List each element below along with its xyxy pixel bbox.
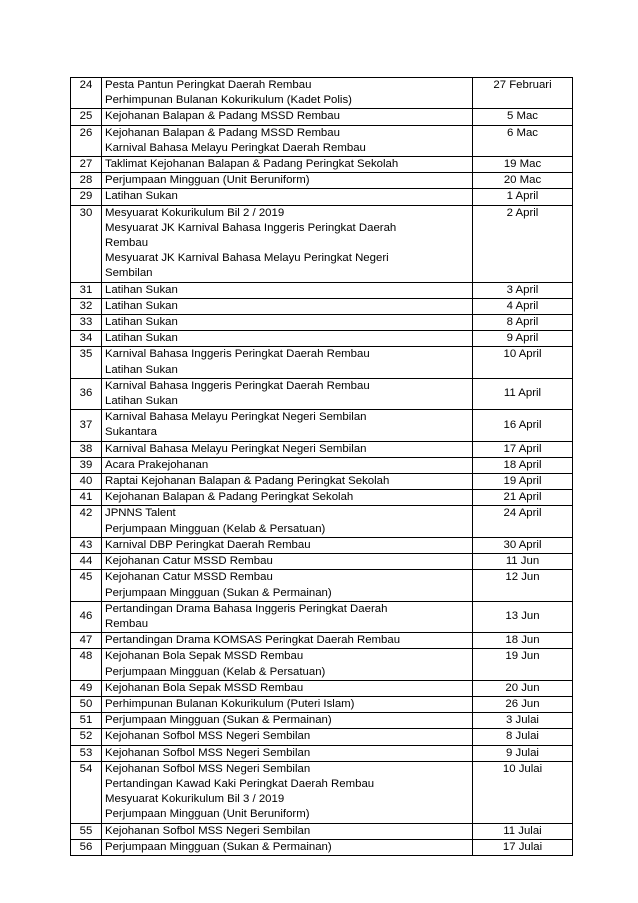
activity-line: Karnival Bahasa Melayu Peringkat Negeri Sembilan xyxy=(105,411,367,424)
date-cell: 26 Jun xyxy=(473,696,573,712)
row-number: 51 xyxy=(71,713,102,729)
date-cell: 11 April xyxy=(473,378,573,409)
activity-line: Karnival Bahasa Inggeris Peringkat Daerah Rembau xyxy=(105,379,370,392)
date-cell: 10 Julai xyxy=(473,761,573,823)
row-number: 30 xyxy=(71,205,102,282)
row-number: 52 xyxy=(71,729,102,745)
activity-cell xyxy=(102,839,473,855)
activity-line: Mesyuarat JK Karnival Bahasa Melayu Peringkat Negeri xyxy=(105,252,389,265)
activity-line: Perjumpaan Mingguan (Sukan & Permainan) xyxy=(105,714,332,727)
activity-line: Acara Prakejohanan xyxy=(105,458,209,471)
activity-line: Pertandingan Drama Bahasa Inggeris Peringkat Daerah xyxy=(105,602,388,615)
activity-line: Mesyuarat Kokurikulum Bil 2 / 2019 xyxy=(105,206,285,219)
table-row xyxy=(71,173,573,189)
activity-cell xyxy=(102,823,473,839)
row-number: 34 xyxy=(71,331,102,347)
row-number: 28 xyxy=(71,173,102,189)
activity-cell xyxy=(102,490,473,506)
row-number: 39 xyxy=(71,457,102,473)
activity-line: Raptai Kejohanan Balapan & Padang Peringkat Sekolah xyxy=(105,475,390,488)
activity-cell xyxy=(102,331,473,347)
table-row xyxy=(71,282,573,298)
table-row xyxy=(71,378,573,409)
activity-cell xyxy=(102,125,473,156)
table-row xyxy=(71,633,573,649)
activity-line: Perjumpaan Mingguan (Sukan & Permainan) xyxy=(105,840,332,853)
date-cell: 21 April xyxy=(473,490,573,506)
row-number: 33 xyxy=(71,315,102,331)
table-row xyxy=(71,554,573,570)
row-number: 25 xyxy=(71,109,102,125)
date-cell: 10 April xyxy=(473,347,573,378)
date-cell: 8 Julai xyxy=(473,729,573,745)
date-cell: 2 April xyxy=(473,205,573,282)
row-number: 54 xyxy=(71,761,102,823)
date-cell: 8 April xyxy=(473,315,573,331)
table-row xyxy=(71,729,573,745)
row-number: 55 xyxy=(71,823,102,839)
date-cell: 19 April xyxy=(473,474,573,490)
activity-line: Karnival Bahasa Inggeris Peringkat Daerah Rembau xyxy=(105,348,370,361)
activity-cell xyxy=(102,761,473,823)
activity-cell xyxy=(102,537,473,553)
activity-line: Karnival Bahasa Melayu Peringkat Negeri Sembilan xyxy=(105,442,367,455)
row-number: 49 xyxy=(71,680,102,696)
activity-line: Pertandingan Drama KOMSAS Peringkat Daerah Rembau xyxy=(105,634,401,647)
schedule-table-body xyxy=(71,78,573,856)
activity-line: Perhimpunan Bulanan Kokurikulum (Kadet Polis) xyxy=(105,94,352,107)
table-row xyxy=(71,410,573,441)
activity-line: Kejohanan Sofbol MSS Negeri Sembilan xyxy=(105,762,311,775)
table-row xyxy=(71,189,573,205)
activity-line: Rembau xyxy=(105,617,149,630)
activity-cell xyxy=(102,696,473,712)
activity-line: Kejohanan Balapan & Padang Peringkat Sekolah xyxy=(105,491,354,504)
activity-cell xyxy=(102,347,473,378)
row-number: 53 xyxy=(71,745,102,761)
date-cell: 11 Jun xyxy=(473,554,573,570)
date-cell: 19 Jun xyxy=(473,649,573,680)
row-number: 45 xyxy=(71,570,102,601)
activity-cell xyxy=(102,173,473,189)
row-number: 35 xyxy=(71,347,102,378)
activity-cell xyxy=(102,474,473,490)
table-row xyxy=(71,506,573,537)
activity-line: JPNNS Talent xyxy=(105,507,176,520)
row-number: 41 xyxy=(71,490,102,506)
table-row xyxy=(71,347,573,378)
table-row xyxy=(71,331,573,347)
activity-cell xyxy=(102,506,473,537)
activity-cell xyxy=(102,205,473,282)
activity-cell xyxy=(102,109,473,125)
activity-cell xyxy=(102,680,473,696)
activity-line: Mesyuarat Kokurikulum Bil 3 / 2019 xyxy=(105,793,285,806)
activity-line: Perjumpaan Mingguan (Sukan & Permainan) xyxy=(105,586,332,599)
activity-line: Latihan Sukan xyxy=(105,363,178,376)
activity-cell xyxy=(102,282,473,298)
date-cell: 18 April xyxy=(473,457,573,473)
date-cell: 20 Mac xyxy=(473,173,573,189)
activity-cell xyxy=(102,713,473,729)
row-number: 50 xyxy=(71,696,102,712)
date-cell: 9 Julai xyxy=(473,745,573,761)
date-cell: 13 Jun xyxy=(473,601,573,632)
row-number: 56 xyxy=(71,839,102,855)
table-row xyxy=(71,537,573,553)
activity-line: Latihan Sukan xyxy=(105,190,178,203)
date-cell: 1 April xyxy=(473,189,573,205)
table-row xyxy=(71,125,573,156)
table-row xyxy=(71,823,573,839)
activity-line: Perjumpaan Mingguan (Unit Beruniform) xyxy=(105,174,310,187)
row-number: 46 xyxy=(71,601,102,632)
row-number: 24 xyxy=(71,78,102,109)
schedule-table xyxy=(70,77,573,856)
activity-line: Kejohanan Catur MSSD Rembau xyxy=(105,555,273,568)
table-row xyxy=(71,298,573,314)
date-cell: 16 April xyxy=(473,410,573,441)
activity-cell xyxy=(102,729,473,745)
date-cell: 27 Februari xyxy=(473,78,573,109)
table-row xyxy=(71,474,573,490)
row-number: 42 xyxy=(71,506,102,537)
activity-line: Kejohanan Sofbol MSS Negeri Sembilan xyxy=(105,824,311,837)
date-cell: 17 Julai xyxy=(473,839,573,855)
table-row xyxy=(71,570,573,601)
table-row xyxy=(71,78,573,109)
date-cell: 17 April xyxy=(473,441,573,457)
activity-cell xyxy=(102,457,473,473)
activity-cell xyxy=(102,633,473,649)
activity-line: Latihan Sukan xyxy=(105,316,178,329)
activity-cell xyxy=(102,298,473,314)
date-cell: 12 Jun xyxy=(473,570,573,601)
activity-line: Kejohanan Bola Sepak MSSD Rembau xyxy=(105,681,304,694)
activity-line: Latihan Sukan xyxy=(105,395,178,408)
activity-line: Karnival Bahasa Melayu Peringkat Daerah Rembau xyxy=(105,141,366,154)
date-cell: 5 Mac xyxy=(473,109,573,125)
date-cell: 30 April xyxy=(473,537,573,553)
activity-line: Kejohanan Balapan & Padang MSSD Rembau xyxy=(105,126,340,139)
table-row xyxy=(71,205,573,282)
activity-line: Kejohanan Balapan & Padang MSSD Rembau xyxy=(105,110,340,123)
activity-line: Pesta Pantun Peringkat Daerah Rembau xyxy=(105,79,312,91)
activity-line: Perjumpaan Mingguan (Kelab & Persatuan) xyxy=(105,665,326,678)
table-row xyxy=(71,713,573,729)
activity-line: Mesyuarat JK Karnival Bahasa Inggeris Peringkat Daerah xyxy=(105,221,397,234)
row-number: 29 xyxy=(71,189,102,205)
activity-line: Pertandingan Kawad Kaki Peringkat Daerah Rembau xyxy=(105,777,375,790)
activity-line: Latihan Sukan xyxy=(105,283,178,296)
activity-line: Perjumpaan Mingguan (Kelab & Persatuan) xyxy=(105,522,326,535)
activity-line: Taklimat Kejohanan Balapan & Padang Peringkat Sekolah xyxy=(105,158,399,171)
activity-cell xyxy=(102,315,473,331)
row-number: 38 xyxy=(71,441,102,457)
activity-line: Latihan Sukan xyxy=(105,299,178,312)
table-row xyxy=(71,109,573,125)
row-number: 44 xyxy=(71,554,102,570)
activity-cell xyxy=(102,378,473,409)
table-row xyxy=(71,761,573,823)
row-number: 48 xyxy=(71,649,102,680)
table-row xyxy=(71,441,573,457)
activity-cell xyxy=(102,649,473,680)
row-number: 26 xyxy=(71,125,102,156)
date-cell: 18 Jun xyxy=(473,633,573,649)
activity-cell xyxy=(102,78,473,109)
activity-line: Kejohanan Sofbol MSS Negeri Sembilan xyxy=(105,730,311,743)
row-number: 32 xyxy=(71,298,102,314)
row-number: 47 xyxy=(71,633,102,649)
activity-line: Rembau xyxy=(105,237,149,250)
table-row xyxy=(71,157,573,173)
activity-cell xyxy=(102,554,473,570)
table-row xyxy=(71,839,573,855)
row-number: 40 xyxy=(71,474,102,490)
activity-line: Sukantara xyxy=(105,426,157,439)
date-cell: 19 Mac xyxy=(473,157,573,173)
activity-cell xyxy=(102,570,473,601)
activity-cell xyxy=(102,157,473,173)
date-cell: 3 April xyxy=(473,282,573,298)
activity-cell xyxy=(102,441,473,457)
activity-line: Sembilan xyxy=(105,267,153,280)
date-cell: 20 Jun xyxy=(473,680,573,696)
row-number: 43 xyxy=(71,537,102,553)
activity-line: Latihan Sukan xyxy=(105,332,178,345)
date-cell: 4 April xyxy=(473,298,573,314)
activity-line: Kejohanan Bola Sepak MSSD Rembau xyxy=(105,650,304,663)
activity-line: Karnival DBP Peringkat Daerah Rembau xyxy=(105,538,311,551)
activity-line: Perhimpunan Bulanan Kokurikulum (Puteri Islam) xyxy=(105,697,355,710)
row-number: 37 xyxy=(71,410,102,441)
table-row xyxy=(71,315,573,331)
table-row xyxy=(71,457,573,473)
date-cell: 24 April xyxy=(473,506,573,537)
date-cell: 3 Julai xyxy=(473,713,573,729)
row-number: 27 xyxy=(71,157,102,173)
activity-cell xyxy=(102,410,473,441)
date-cell: 9 April xyxy=(473,331,573,347)
row-number: 36 xyxy=(71,378,102,409)
table-row xyxy=(71,696,573,712)
table-row xyxy=(71,490,573,506)
activity-cell xyxy=(102,745,473,761)
activity-line: Kejohanan Sofbol MSS Negeri Sembilan xyxy=(105,746,311,759)
activity-line: Kejohanan Catur MSSD Rembau xyxy=(105,571,273,584)
activity-line: Perjumpaan Mingguan (Unit Beruniform) xyxy=(105,808,310,821)
activity-cell xyxy=(102,601,473,632)
table-row xyxy=(71,649,573,680)
row-number: 31 xyxy=(71,282,102,298)
table-row xyxy=(71,680,573,696)
table-row xyxy=(71,745,573,761)
activity-cell xyxy=(102,189,473,205)
table-row xyxy=(71,601,573,632)
date-cell: 6 Mac xyxy=(473,125,573,156)
date-cell: 11 Julai xyxy=(473,823,573,839)
